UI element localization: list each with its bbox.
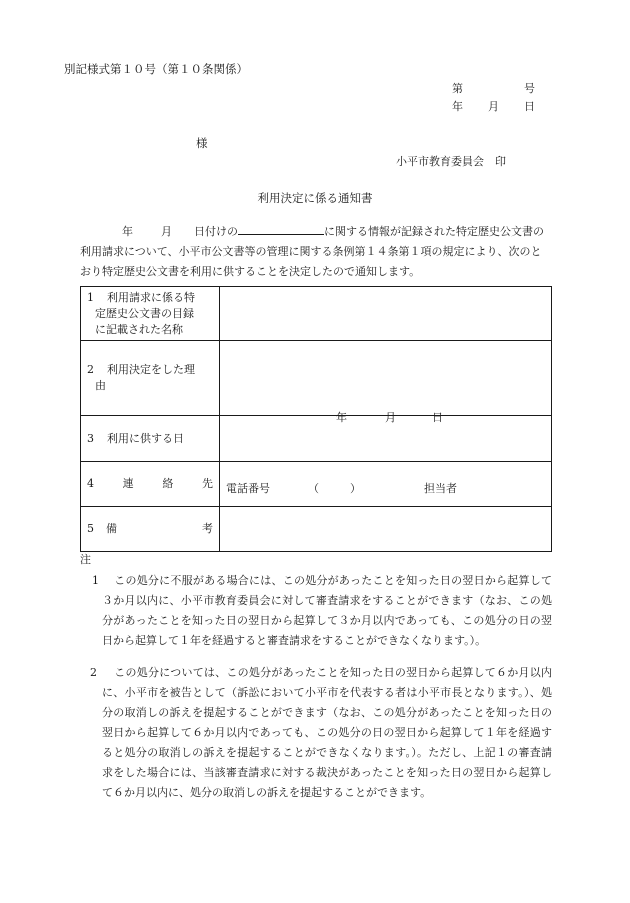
row-label-char: 絡 xyxy=(162,477,174,490)
row-number: 1 xyxy=(87,290,94,304)
document-title: 利用決定に係る通知書 xyxy=(257,191,373,205)
table-row xyxy=(81,462,552,507)
row-label-text: 利用に供する日 xyxy=(107,431,184,445)
table-row xyxy=(81,341,552,416)
person-in-charge-label: 担当者 xyxy=(424,482,457,495)
use-date-month: 月 xyxy=(385,411,396,424)
note-text: この処分については、この処分があったことを知った日の翌日から起算して６か月以内に、小平市を被告として（訴訟において小平市を代表する者は小平市長となります。）、処分の取消しの訴えを提起することができます（なお、この処分があったことを知った日の翌日から起算して６か月以内であっても、この処分の日の翌日から起算して１年を経過すると処分の取消しの訴えを提起することができなくなります。）。ただし、上記１の審査請求をした場合には、当該審査請求に対する裁決があったことを知った日の翌日から起算して６か月以内に、処分の取消しの訴えを提起することができます。 xyxy=(102,666,552,799)
row-label-char: 考 xyxy=(202,522,213,535)
table-row xyxy=(81,416,552,462)
use-date-value xyxy=(220,411,552,462)
row-label-document-name xyxy=(81,287,220,341)
body-year: 年 xyxy=(122,225,133,238)
row-label-line: 定歴史公文書の目録 xyxy=(95,306,194,320)
row-label-char: 連 xyxy=(122,477,134,490)
decision-table xyxy=(80,286,552,552)
row-label-line: 由 xyxy=(95,379,106,392)
row-label-remarks xyxy=(81,507,220,552)
addressee-honorific: 様 xyxy=(196,136,208,150)
phone-label: 電話番号 xyxy=(226,482,270,495)
issue-date-year: 年 xyxy=(452,100,463,113)
note-number: 2 xyxy=(90,666,97,679)
phone-paren-open: （ xyxy=(308,482,319,495)
row-label-decision-reason xyxy=(81,341,220,416)
note-text: この処分に不服がある場合には、この処分があったことを知った日の翌日から起算して３か月以内に、小平市教育委員会に対して審査請求をすることができます（なお、この処分があったことを知った日の翌日から起算して３か月以内であっても、この処分の日の翌日から起算して１年を経過すると審査請求をすることができなくなります。）。 xyxy=(102,574,552,647)
row-label-contact xyxy=(81,462,220,507)
note-item xyxy=(90,663,552,803)
issuer-name: 小平市教育委員会 印 xyxy=(396,155,506,168)
table-row xyxy=(81,507,552,552)
body-month: 月 xyxy=(161,225,172,238)
row-number: 2 xyxy=(87,363,94,376)
row-label-char: 先 xyxy=(201,477,213,490)
decision-reason-value xyxy=(220,341,552,416)
note-item xyxy=(92,571,552,651)
remarks-value xyxy=(220,507,552,552)
row-label-line: 利用決定をした理 xyxy=(107,363,195,376)
table-row xyxy=(81,287,552,341)
row-label-char: 備 xyxy=(106,522,117,535)
contact-value xyxy=(220,462,552,507)
notes-heading: 注 xyxy=(80,553,91,566)
note-number: 1 xyxy=(92,574,99,587)
use-date-year: 年 xyxy=(336,411,347,424)
notice-body xyxy=(80,222,552,282)
issue-date-month: 月 xyxy=(488,100,499,113)
document-number-suffix: 号 xyxy=(524,82,535,95)
document-number-line xyxy=(452,80,535,95)
row-label-line: 利用請求に係る特 xyxy=(107,290,195,304)
row-number: 5 xyxy=(87,522,94,535)
issue-date-line xyxy=(452,98,535,113)
body-day-prefix: 日付けの xyxy=(194,225,238,238)
use-date-day: 日 xyxy=(432,411,443,424)
row-label-use-date xyxy=(81,416,220,462)
document-number-prefix: 第 xyxy=(452,82,463,95)
phone-paren-close: ） xyxy=(350,482,361,495)
issue-date-day: 日 xyxy=(524,100,535,113)
body-text: に関する情報が記録された特定歴史公文書の利用請求について、小平市公文書等の管理に関する条例第１４条第１項の規定により、次のとおり特定歴史公文書を利用に供することを決定したので通知します。 xyxy=(80,225,544,278)
document-name-value xyxy=(220,287,552,341)
row-number: 3 xyxy=(87,431,94,445)
form-number: 別記様式第１０号（第１０条関係） xyxy=(64,62,248,76)
row-label-line: に記載された名称 xyxy=(95,322,183,336)
subject-blank-line xyxy=(238,224,324,235)
row-number: 4 xyxy=(87,477,94,490)
